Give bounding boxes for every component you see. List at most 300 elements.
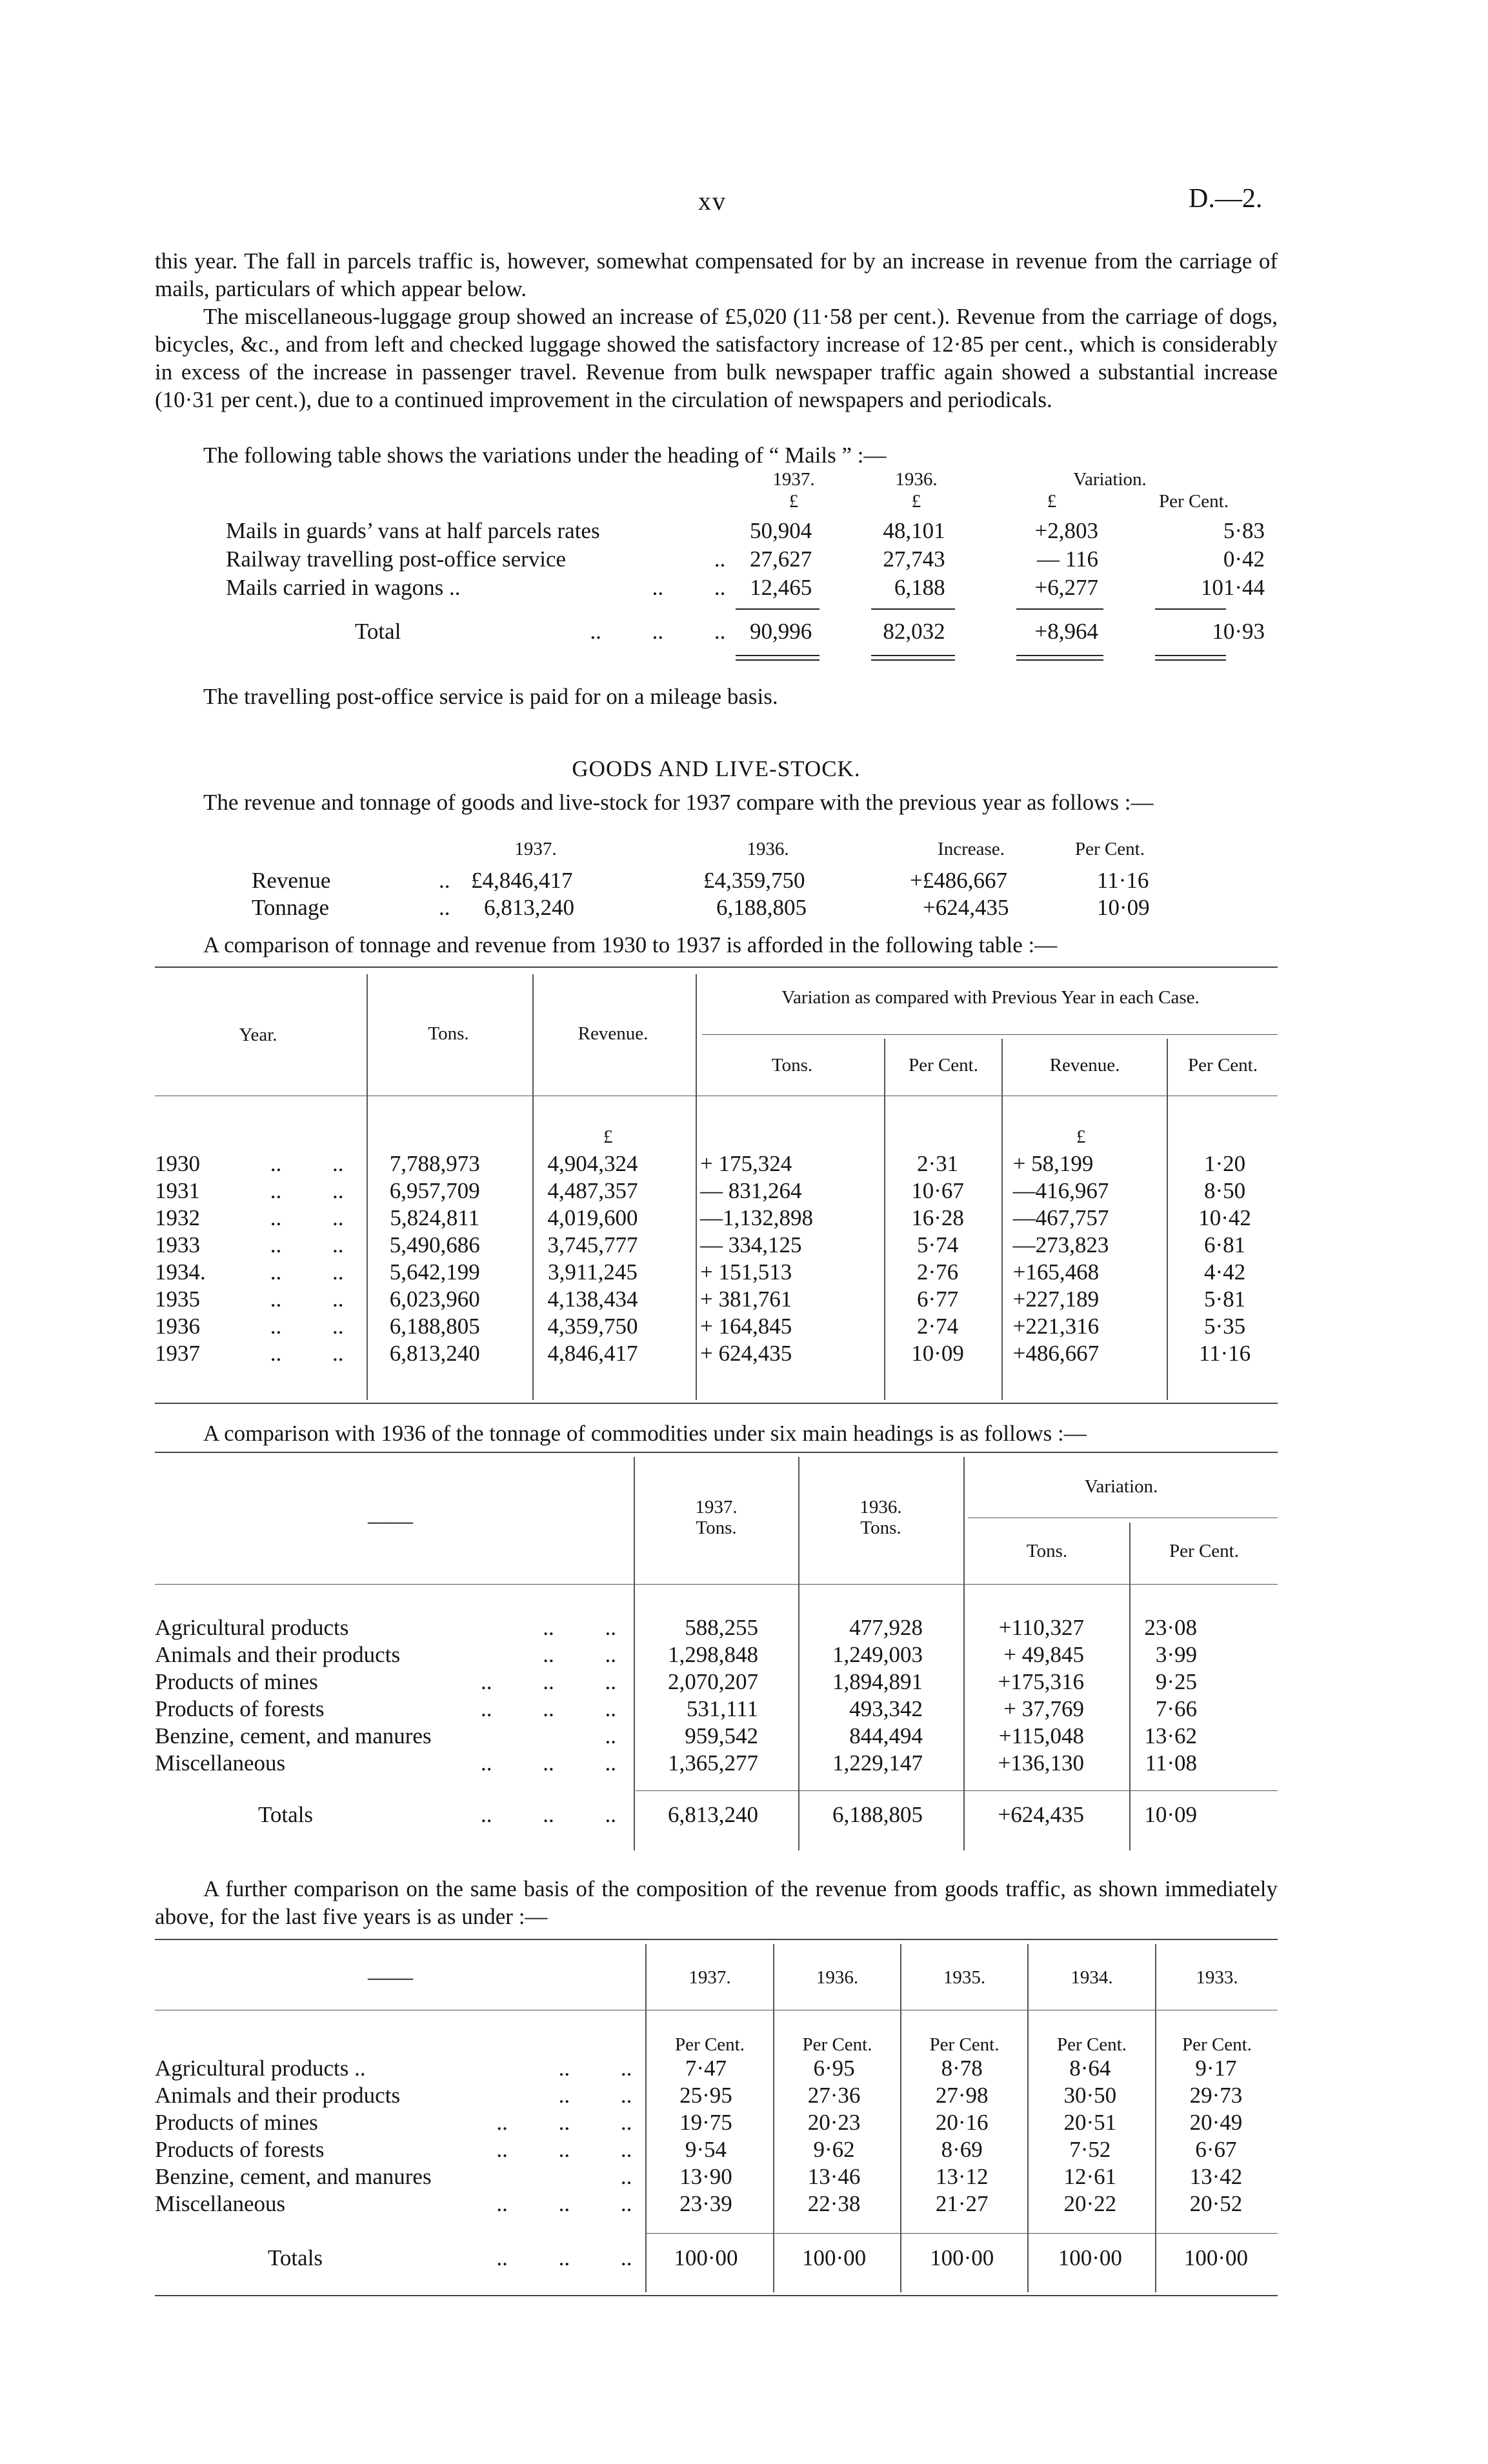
variation-header-rule <box>702 1034 1278 1035</box>
mails-1936: 6,188 <box>894 575 945 600</box>
composition-header-blank: —— <box>368 1965 413 1990</box>
variation-pct-value: 5·81 <box>1203 1287 1246 1312</box>
spacer <box>1197 1641 1278 1668</box>
percent-1935: 8·69 <box>941 2137 983 2162</box>
table-row <box>155 1340 1278 1367</box>
leader-dots: .. <box>714 546 726 572</box>
commodities-total-label: Totals <box>258 1802 314 1827</box>
composition-label: Animals and their products <box>155 2083 401 2108</box>
spacer <box>1197 1801 1278 1828</box>
leader-dots: .. .. <box>270 1232 344 1257</box>
table-top-rule <box>155 1939 1278 1940</box>
variation-pct: 3·99 <box>1155 1642 1197 1667</box>
mails-total-row <box>226 617 1265 646</box>
composition-label: Products of mines <box>155 2110 318 2135</box>
spacer <box>1197 1614 1278 1641</box>
tons-value: 7,788,973 <box>389 1151 480 1176</box>
mails-total-double-rule <box>871 655 955 656</box>
year-label: 1931 <box>155 1178 200 1203</box>
variation-revenue-value: +221,316 <box>1012 1314 1100 1339</box>
leader-dots: .. <box>605 1723 616 1748</box>
variation-pct: 13·62 <box>1144 1723 1197 1748</box>
tons-value: 5,642,199 <box>389 1259 480 1285</box>
summary-pct: 11·16 <box>1097 868 1149 893</box>
variation-pct: 7·66 <box>1155 1696 1197 1721</box>
percent-1934: 30·50 <box>1063 2083 1117 2108</box>
variation-tons-value: + 624,435 <box>699 1341 792 1366</box>
commodity-label: Agricultural products <box>155 1615 349 1640</box>
percent-1935: 27·98 <box>935 2083 989 2108</box>
tons-value: 6,023,960 <box>389 1287 480 1312</box>
column-header-variation-pct: Per Cent. <box>909 1055 978 1076</box>
table-row <box>155 2082 1278 2109</box>
composition-cell <box>155 2163 641 2190</box>
table-row <box>155 1696 1278 1723</box>
document-reference: D.—2. <box>1189 184 1263 214</box>
revenue-value: 4,846,417 <box>547 1341 638 1366</box>
variation-pct-value: 10·42 <box>1198 1205 1251 1230</box>
revenue-value: 3,911,245 <box>548 1259 638 1285</box>
revenue-value: 4,487,357 <box>547 1178 638 1203</box>
year-label: 1937 <box>155 1341 200 1366</box>
summary-header-increase: Increase. <box>938 839 1005 859</box>
variation-pct-value: 2·74 <box>916 1314 959 1339</box>
mails-pct: 0·42 <box>1223 546 1265 572</box>
variation-revenue-value: —416,967 <box>1012 1178 1109 1203</box>
commodities-header-variation-pct: Per Cent. <box>1169 1541 1239 1561</box>
mails-label: Mails in guards’ vans at half parcels rates <box>226 518 600 543</box>
composition-cell <box>155 2190 641 2218</box>
paragraph-parcels: this year. The fall in parcels traffic is, however, somewhat compensated for by an increase in revenue from the carriage of mails, particulars of which appear below. <box>155 248 1278 301</box>
composition-header-1933: 1933. <box>1196 1967 1238 1988</box>
mails-variation: +6,277 <box>1034 575 1098 600</box>
revenue-value: 4,019,600 <box>547 1205 638 1230</box>
table-row <box>155 2190 1278 2218</box>
mails-variation: +2,803 <box>1034 518 1098 543</box>
commodities-header-1936: 1936. <box>860 1497 902 1517</box>
variation-pct-value: 10·09 <box>911 1341 964 1366</box>
unit-per-cent: Per Cent. <box>929 2034 1000 2055</box>
commodities-total-pct: 10·09 <box>1144 1802 1197 1827</box>
tons-1936: 493,342 <box>849 1696 923 1721</box>
mails-variation: — 116 <box>1037 546 1098 572</box>
commodities-header-1937-unit: Tons. <box>696 1517 737 1538</box>
variation-pct-value: 16·28 <box>911 1205 964 1230</box>
percent-1934: 20·51 <box>1063 2110 1117 2135</box>
commodities-total-1936: 6,188,805 <box>832 1802 923 1827</box>
leader-dots: .. .. <box>270 1151 344 1176</box>
leader-dots: .. .. .. <box>496 2137 632 2162</box>
percent-1936: 22·38 <box>807 2191 861 2216</box>
paragraph-misc-luggage: The miscellaneous-luggage group showed an increase of £5,020 (11·58 per cent.). Revenue from the carriage of dogs, bicycles, &c., and from left and checked luggage showed the satisfactory increase of 12·85 per cent., which is considerably in excess of the increase in passenger travel. Revenue from bulk newspaper traffic again showed a substantial increase (10·31 per cent.), due to a continued improvement in the circulation of newspapers and periodicals. <box>155 304 1278 412</box>
tons-1936: 844,494 <box>849 1723 923 1748</box>
percent-1934: 8·64 <box>1069 2056 1111 2081</box>
mails-1937: 12,465 <box>749 575 812 600</box>
leader-dots: .. .. .. <box>590 619 726 644</box>
variation-pct-value: 6·81 <box>1203 1232 1246 1257</box>
mails-rows <box>226 517 1265 602</box>
variation-pct-value: 2·31 <box>916 1151 959 1176</box>
percent-1933: 13·42 <box>1189 2164 1243 2189</box>
tons-1937: 2,070,207 <box>668 1669 758 1694</box>
composition-total-1934: 100·00 <box>1058 2245 1122 2270</box>
year-cell <box>155 1232 356 1259</box>
leader-dots: .. .. <box>270 1178 344 1203</box>
mails-header-1937: 1937. <box>772 469 815 490</box>
commodity-cell <box>155 1614 626 1641</box>
mails-unit-variation: £ <box>1047 491 1057 512</box>
variation-pct: 9·25 <box>1155 1669 1197 1694</box>
mails-subtotal-rule <box>1155 608 1226 610</box>
percent-1934: 7·52 <box>1069 2137 1111 2162</box>
summary-1936: 6,188,805 <box>716 895 807 920</box>
spacer <box>1197 1696 1278 1723</box>
variation-tons: +136,130 <box>998 1750 1084 1776</box>
table-row <box>252 867 1194 894</box>
summary-label: Tonnage <box>252 895 330 920</box>
leader-dots: .. <box>439 895 450 920</box>
commodities-header-blank: —— <box>368 1508 413 1534</box>
table-top-rule <box>155 967 1278 968</box>
paragraph-goods-intro: The revenue and tonnage of goods and live-stock for 1937 compare with the previous year as follows :— <box>203 790 1154 815</box>
commodity-cell <box>155 1668 626 1696</box>
leader-dots: .. <box>620 2164 632 2189</box>
percent-1936: 6·95 <box>813 2056 855 2081</box>
variation-tons-value: — 334,125 <box>699 1232 802 1257</box>
tons-1936: 477,928 <box>849 1615 923 1640</box>
percent-1935: 13·12 <box>935 2164 989 2189</box>
variation-pct-value: 11·16 <box>1198 1341 1251 1366</box>
unit-pound: £ <box>603 1127 613 1147</box>
column-header-tons: Tons. <box>428 1023 469 1044</box>
leader-dots: .. .. .. <box>481 1696 616 1721</box>
leader-dots: .. .. <box>270 1205 344 1230</box>
commodity-cell <box>155 1696 626 1723</box>
variation-revenue-value: —273,823 <box>1012 1232 1109 1257</box>
paragraph-travelling-po: The travelling post-office service is paid for on a mileage basis. <box>203 684 778 709</box>
variation-pct-value: 1·20 <box>1203 1151 1246 1176</box>
revenue-value: 4,904,324 <box>547 1151 638 1176</box>
variation-tons-value: — 831,264 <box>699 1178 802 1203</box>
mails-subtotal-rule <box>871 608 955 610</box>
commodity-label: Benzine, cement, and manures <box>155 1723 432 1748</box>
commodities-header-variation-tons: Tons. <box>1026 1541 1068 1561</box>
column-header-year: Year. <box>239 1025 277 1045</box>
tons-value: 6,188,805 <box>389 1314 480 1339</box>
commodities-total-1937: 6,813,240 <box>668 1802 758 1827</box>
summary-header-1937: 1937. <box>514 839 557 859</box>
percent-1933: 6·67 <box>1195 2137 1237 2162</box>
composition-label: Benzine, cement, and manures <box>155 2164 432 2189</box>
year-cell <box>155 1205 356 1232</box>
summary-label: Revenue <box>252 868 331 893</box>
percent-1934: 12·61 <box>1063 2164 1117 2189</box>
year-cell <box>155 1313 356 1340</box>
table-row <box>155 1313 1278 1340</box>
unit-per-cent: Per Cent. <box>675 2034 745 2055</box>
table-row <box>155 1150 1278 1177</box>
table-row <box>155 1723 1278 1750</box>
header-bottom-rule <box>155 1584 1278 1585</box>
variation-tons: +115,048 <box>998 1723 1084 1748</box>
percent-1937: 7·47 <box>685 2056 727 2081</box>
tonnage-table <box>155 967 1278 1412</box>
table-row <box>155 1614 1278 1641</box>
variation-tons: +110,327 <box>998 1615 1084 1640</box>
unit-pound: £ <box>1076 1127 1086 1147</box>
commodity-cell <box>155 1641 626 1668</box>
variation-pct: 23·08 <box>1144 1615 1197 1640</box>
variation-tons-value: + 381,761 <box>699 1287 792 1312</box>
commodity-label: Products of forests <box>155 1696 325 1721</box>
variation-tons-value: + 151,513 <box>699 1259 792 1285</box>
leader-dots: .. .. <box>543 1615 616 1640</box>
paragraph-commodities-intro: A comparison with 1936 of the tonnage of commodities under six main headings is as follows :— <box>203 1421 1087 1446</box>
commodities-header-1936-unit: Tons. <box>860 1517 901 1538</box>
mails-total-double-rule <box>1155 655 1226 656</box>
composition-cell <box>155 2136 641 2163</box>
variation-tons-value: + 164,845 <box>699 1314 792 1339</box>
mails-total-double-rule <box>736 659 819 661</box>
mails-table <box>226 468 1265 661</box>
tons-value: 5,490,686 <box>389 1232 480 1257</box>
variation-pct-value: 8·50 <box>1203 1178 1246 1203</box>
variation-tons: + 49,845 <box>1003 1642 1084 1667</box>
composition-total-1933: 100·00 <box>1183 2245 1248 2270</box>
table-row <box>155 1177 1278 1205</box>
mails-label-cell <box>226 574 732 602</box>
tons-value: 6,957,709 <box>389 1178 480 1203</box>
tons-1936: 1,229,147 <box>832 1750 923 1776</box>
mails-total-double-rule <box>1016 655 1103 656</box>
composition-cell <box>155 2055 641 2082</box>
percent-1936: 27·36 <box>807 2083 861 2108</box>
mails-unit-1936: £ <box>911 491 921 512</box>
variation-revenue-value: +165,468 <box>1012 1259 1100 1285</box>
composition-label: Products of forests <box>155 2137 325 2162</box>
variation-tons: +175,316 <box>998 1669 1084 1694</box>
percent-1937: 23·39 <box>679 2191 732 2216</box>
column-header-variation: Variation as compared with Previous Year in each Case. <box>781 987 1200 1008</box>
variation-pct-value: 10·67 <box>911 1178 964 1203</box>
mails-total-double-rule <box>1016 659 1103 661</box>
goods-summary-table <box>252 839 1220 923</box>
composition-total-label: Totals <box>268 2245 323 2270</box>
year-label: 1936 <box>155 1314 200 1339</box>
mails-subtotal-rule <box>1016 608 1103 610</box>
percent-1936: 20·23 <box>807 2110 861 2135</box>
variation-pct-value: 2·76 <box>916 1259 959 1285</box>
column-header-variation-revenue: Revenue. <box>1049 1055 1120 1076</box>
paragraph-comparison-intro: A comparison of tonnage and revenue from 1930 to 1937 is afforded in the following table :— <box>203 932 1058 957</box>
table-bottom-rule <box>155 1403 1278 1404</box>
summary-rows <box>252 867 1194 921</box>
leader-dots: .. <box>439 868 450 893</box>
composition-label: Miscellaneous <box>155 2191 286 2216</box>
mails-total-1936: 82,032 <box>883 619 945 644</box>
table-top-rule <box>155 1452 1278 1453</box>
commodity-label: Miscellaneous <box>155 1750 286 1776</box>
leader-dots: .. .. <box>543 1642 616 1667</box>
tons-1936: 1,894,891 <box>832 1669 923 1694</box>
spacer <box>1197 1668 1278 1696</box>
commodities-total-variation: +624,435 <box>998 1802 1084 1827</box>
leader-dots: .. .. .. <box>496 2245 632 2270</box>
mails-subtotal-rule <box>736 608 819 610</box>
leader-dots: .. .. .. <box>496 2191 632 2216</box>
variation-revenue-value: +227,189 <box>1012 1287 1100 1312</box>
year-label: 1933 <box>155 1232 200 1257</box>
composition-total-1937: 100·00 <box>674 2245 738 2270</box>
composition-total-label-cell <box>155 2245 641 2272</box>
variation-revenue-value: +486,667 <box>1012 1341 1100 1366</box>
composition-header-1934: 1934. <box>1071 1967 1113 1988</box>
percent-1933: 29·73 <box>1189 2083 1243 2108</box>
table-row <box>155 1232 1278 1259</box>
summary-increase: +£486,667 <box>910 868 1007 893</box>
table-row <box>155 1286 1278 1313</box>
table-row <box>252 894 1194 921</box>
composition-header-1936: 1936. <box>816 1967 859 1988</box>
table-row <box>155 1205 1278 1232</box>
summary-pct: 10·09 <box>1097 895 1150 920</box>
mails-label-cell <box>226 545 732 574</box>
mails-header-variation: Variation. <box>1073 469 1147 490</box>
percent-1933: 20·49 <box>1189 2110 1243 2135</box>
table-row <box>226 617 1265 646</box>
year-cell <box>155 1177 356 1205</box>
table-row <box>155 1750 1278 1777</box>
tons-value: 5,824,811 <box>390 1205 480 1230</box>
column-header-variation-tons: Tons. <box>771 1055 813 1076</box>
composition-total-1935: 100·00 <box>930 2245 994 2270</box>
table-row <box>226 574 1265 602</box>
percent-1935: 21·27 <box>935 2191 989 2216</box>
column-header-variation-pct: Per Cent. <box>1188 1055 1258 1076</box>
mails-total-double-rule <box>871 659 955 661</box>
subtotal-rule <box>636 1790 1278 1791</box>
commodities-total-label-cell <box>155 1801 626 1828</box>
variation-pct-value: 5·35 <box>1203 1314 1246 1339</box>
tons-1937: 1,365,277 <box>668 1750 758 1776</box>
mails-total-double-rule <box>1155 659 1226 661</box>
leader-dots: .. .. <box>270 1341 344 1366</box>
variation-pct-value: 6·77 <box>916 1287 959 1312</box>
summary-header-per-cent: Per Cent. <box>1075 839 1145 859</box>
table-row <box>155 1801 1278 1828</box>
percent-1933: 9·17 <box>1195 2056 1237 2081</box>
variation-pct: 11·08 <box>1145 1750 1197 1776</box>
commodities-header-1937: 1937. <box>695 1497 738 1517</box>
commodities-total-row <box>155 1801 1278 1828</box>
year-label: 1934. <box>155 1259 206 1285</box>
variation-tons-value: —1,132,898 <box>699 1205 813 1230</box>
mails-total-variation: +8,964 <box>1034 619 1098 644</box>
revenue-value: 4,138,434 <box>547 1287 638 1312</box>
paragraph-mails-intro: The following table shows the variations under the heading of “ Mails ” :— <box>203 443 887 468</box>
percent-1934: 20·22 <box>1063 2191 1117 2216</box>
unit-per-cent: Per Cent. <box>802 2034 872 2055</box>
variation-pct-value: 5·74 <box>916 1232 959 1257</box>
mails-unit-1937: £ <box>789 491 799 512</box>
table-row <box>155 2163 1278 2190</box>
composition-header-1935: 1935. <box>943 1967 986 1988</box>
tonnage-rows <box>155 1150 1278 1367</box>
table-row <box>155 2055 1278 2082</box>
table-row <box>155 2136 1278 2163</box>
paragraph-composition-intro: A further comparison on the same basis of the composition of the revenue from goods traffic, as shown immediately above, for the last five years is as under :— <box>155 1876 1278 1929</box>
leader-dots: .. .. <box>558 2083 632 2108</box>
table-row <box>155 2109 1278 2136</box>
mails-label: Railway travelling post-office service <box>226 546 567 572</box>
mails-pct: 101·44 <box>1200 575 1265 600</box>
summary-1937: £4,846,417 <box>471 868 573 893</box>
year-label: 1932 <box>155 1205 200 1230</box>
mails-pct: 5·83 <box>1223 518 1265 543</box>
percent-1936: 9·62 <box>813 2137 855 2162</box>
leader-dots: .. .. .. <box>496 2110 632 2135</box>
mails-total-1937: 90,996 <box>749 619 812 644</box>
variation-header-rule <box>968 1517 1278 1518</box>
mails-total-double-rule <box>736 655 819 656</box>
mails-1937: 50,904 <box>749 518 812 543</box>
mails-total-label-cell <box>226 617 732 646</box>
percent-1937: 19·75 <box>679 2110 732 2135</box>
leader-dots: .. .. <box>270 1259 344 1285</box>
year-cell <box>155 1340 356 1367</box>
composition-table <box>155 1939 1278 2307</box>
commodity-label: Products of mines <box>155 1669 318 1694</box>
summary-increase: +624,435 <box>923 895 1009 920</box>
leader-dots: .. .. .. <box>481 1802 616 1827</box>
mails-header-1936: 1936. <box>895 469 938 490</box>
subtotal-rule <box>647 2233 1278 2234</box>
summary-1937: 6,813,240 <box>484 895 574 920</box>
year-cell <box>155 1259 356 1286</box>
commodities-rows <box>155 1614 1278 1777</box>
composition-total-row <box>155 2245 1278 2272</box>
unit-per-cent: Per Cent. <box>1182 2034 1252 2055</box>
year-label: 1930 <box>155 1151 200 1176</box>
commodity-cell <box>155 1723 626 1750</box>
tons-1937: 531,111 <box>686 1696 758 1721</box>
spacer <box>1197 1750 1278 1777</box>
mails-header-per-cent: Per Cent. <box>1159 491 1229 512</box>
revenue-value: 4,359,750 <box>547 1314 638 1339</box>
composition-total-1936: 100·00 <box>801 2245 867 2270</box>
tons-1937: 588,255 <box>685 1615 758 1640</box>
leader-dots: .. .. <box>652 575 726 600</box>
mails-total-label: Total <box>355 619 401 644</box>
mails-1936: 48,101 <box>883 518 945 543</box>
commodities-header-variation: Variation. <box>1084 1476 1158 1497</box>
leader-dots: .. .. <box>270 1314 344 1339</box>
mails-total-pct: 10·93 <box>1212 619 1265 644</box>
percent-1937: 25·95 <box>679 2083 732 2108</box>
percent-1935: 20·16 <box>935 2110 989 2135</box>
variation-pct-value: 4·42 <box>1203 1259 1246 1285</box>
table-row <box>155 1641 1278 1668</box>
leader-dots: .. .. .. <box>481 1669 616 1694</box>
year-cell <box>155 1150 356 1177</box>
table-row <box>226 517 1265 545</box>
table-row <box>226 545 1265 574</box>
year-cell <box>155 1286 356 1313</box>
variation-revenue-value: —467,757 <box>1012 1205 1109 1230</box>
commodities-table <box>155 1452 1278 1852</box>
table-bottom-rule <box>155 2295 1278 2296</box>
revenue-value: 3,745,777 <box>547 1232 638 1257</box>
